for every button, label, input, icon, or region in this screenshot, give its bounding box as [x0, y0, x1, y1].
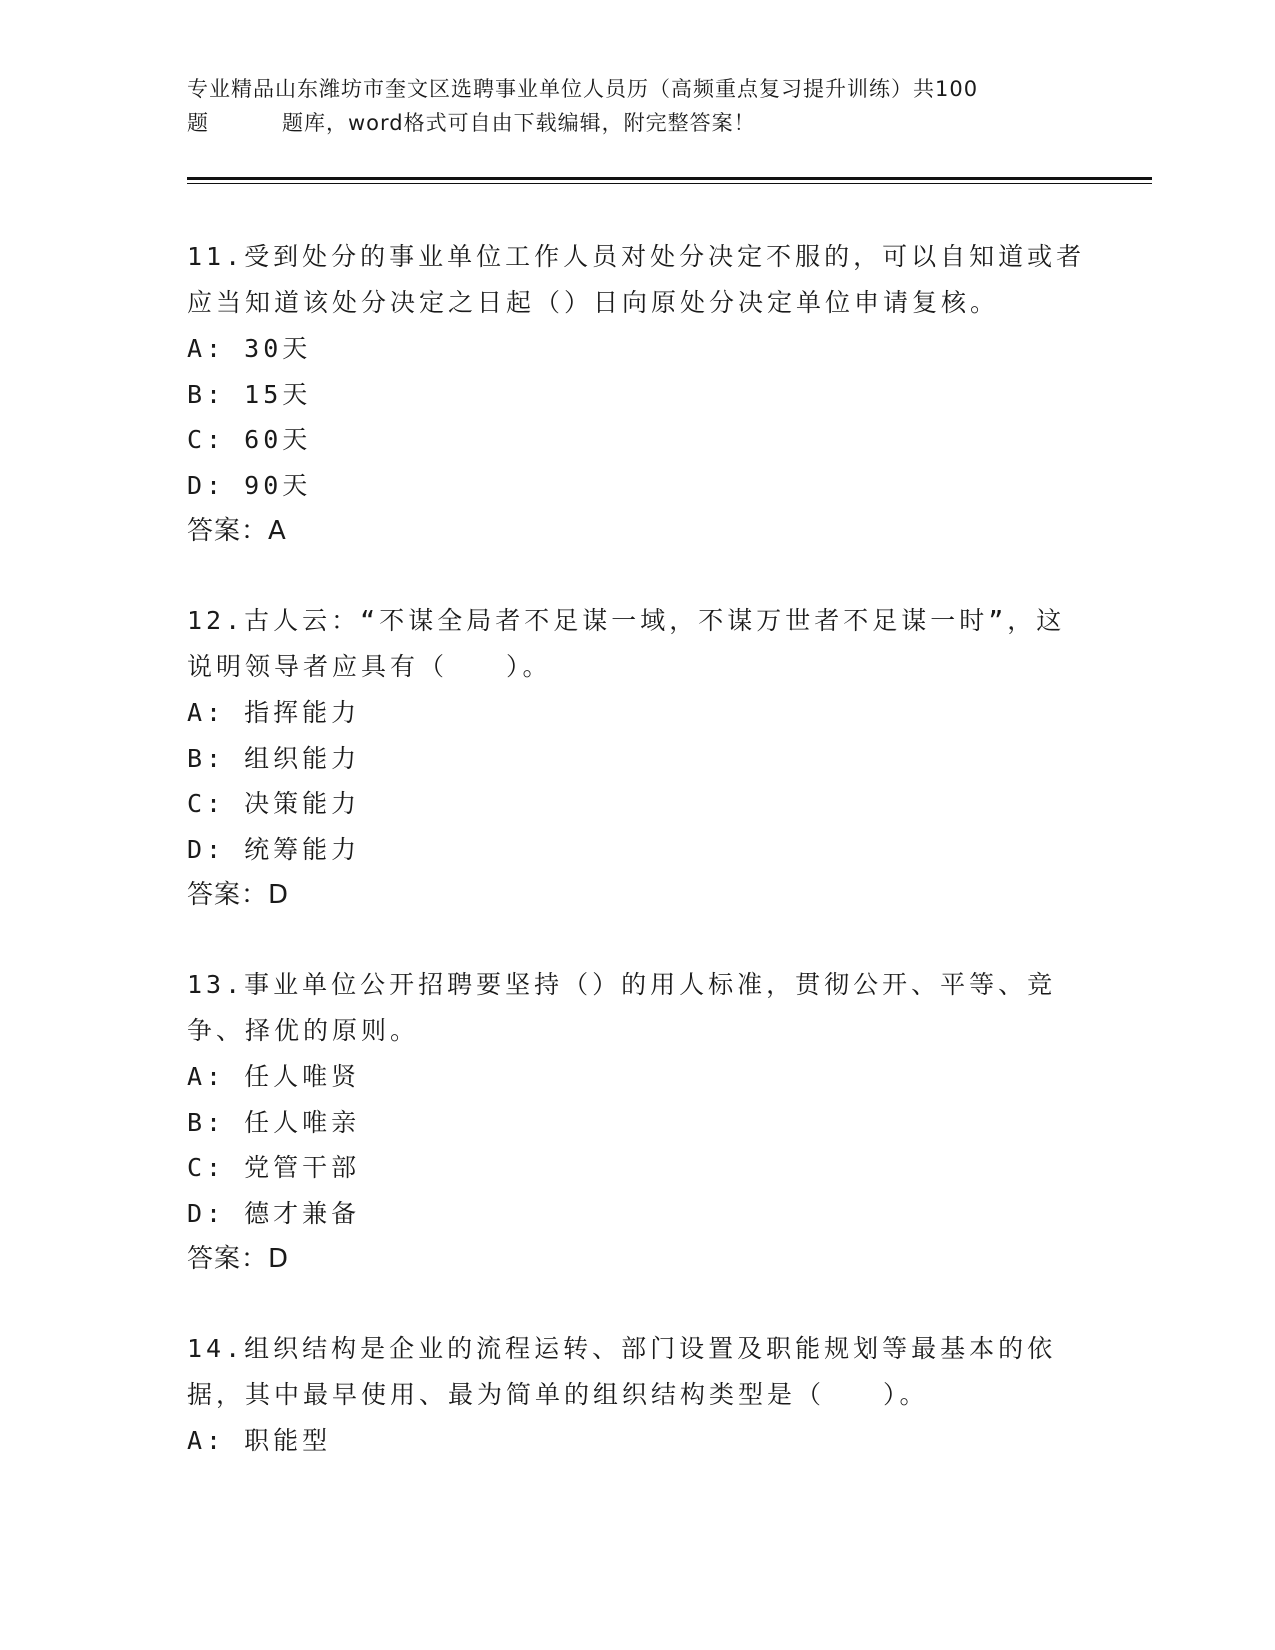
- question-stem: 12.古人云：“不谋全局者不足谋一域，不谋万世者不足谋一时”，这说明领导者应具有（ ）。: [187, 606, 1066, 681]
- option-c: C: 决策能力: [187, 789, 361, 818]
- answer-key: 答案：D: [187, 880, 290, 910]
- answer-key: 答案：D: [187, 1244, 290, 1274]
- question-11: [187, 234, 1087, 554]
- header-title-line-2: [187, 106, 1087, 140]
- question-stem: 14.组织结构是企业的流程运转、部门设置及职能规划等最基本的依据，其中最早使用、最为简单的组织结构类型是（ ）。: [187, 1334, 1057, 1409]
- option-a: A: 任人唯贤: [187, 1062, 361, 1091]
- option-c: C: 60天: [187, 425, 312, 454]
- option-d: D: 德才兼备: [187, 1198, 361, 1228]
- document-header: [187, 72, 1087, 140]
- header-divider-thin: [187, 183, 1152, 184]
- answer-key: 答案：A: [187, 516, 287, 546]
- question-stem: 11.受到处分的事业单位工作人员对处分决定不服的，可以自知道或者应当知道该处分决定之日起（）日向原处分决定单位申请复核。: [187, 242, 1086, 317]
- question-13: [187, 962, 1087, 1282]
- option-b: B: 组织能力: [187, 743, 361, 773]
- header-title-line-2-start: 题: [187, 111, 209, 135]
- option-a: A: 指挥能力: [187, 698, 361, 727]
- header-divider-thick: [187, 177, 1152, 180]
- question-14: [187, 1326, 1087, 1464]
- option-a: A: 职能型: [187, 1426, 332, 1455]
- option-b: B: 15天: [187, 379, 312, 409]
- option-d: D: 90天: [187, 470, 312, 500]
- header-title-line-1: 专业精品山东潍坊市奎文区选聘事业单位人员历（高频重点复习提升训练）共100: [187, 77, 979, 101]
- option-b: B: 任人唯亲: [187, 1107, 361, 1137]
- question-12: [187, 598, 1087, 918]
- question-stem: 13.事业单位公开招聘要坚持（）的用人标准，贯彻公开、平等、竞争、择优的原则。: [187, 970, 1057, 1045]
- option-d: D: 统筹能力: [187, 834, 361, 864]
- option-a: A: 30天: [187, 334, 312, 363]
- header-title-line-2-end: 题库，word格式可自由下载编辑，附完整答案！: [282, 111, 756, 135]
- option-c: C: 党管干部: [187, 1153, 361, 1182]
